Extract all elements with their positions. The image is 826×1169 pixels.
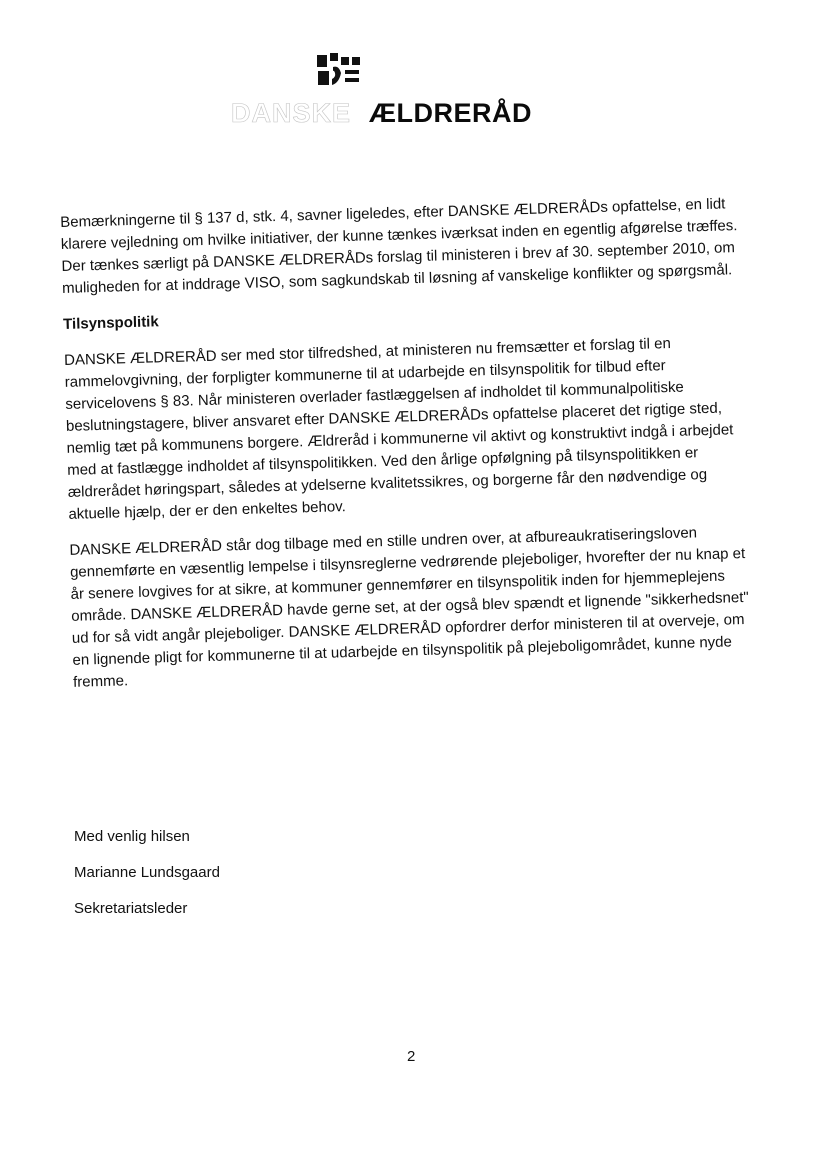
closing-greeting: Med venlig hilsen: [74, 828, 190, 845]
danske-aeldreraad-logo: [225, 50, 565, 140]
paragraph-tilsynspolitik: DANSKE ÆLDRERÅD ser med stor tilfredshed, at ministeren nu fremsætter et forslag til en rammelovgivning, der forpligter kommunerne til at udarbejde en tilsynspolitik for tilbud efter servicelovens § 83. Når ministeren overlader fastlæggelsen af indholdet til kommunalpolitiske beslutningstagere, bliver ansvaret efter DANSKE ÆLDRERÅDs opfattelse placeret det rigtige sted, nemlig tæt på kommunens borgere. Ældreråd i kommunerne vil aktivt og konstruktivt indgå i arbejdet med at fastlægge indholdet af tilsynspolitikken. Ved den årlige opfølgning på tilsynspolitikken er ældrerådet høringspart, således at ydelserne kvalitetssikres, og borgerne får den nødvendige og aktuelle hjælp, der er den enkeltes behov.: [63, 335, 734, 523]
signatory-name: Marianne Lundsgaard: [74, 864, 220, 881]
logo-word-aeldreraad: ÆLDRERÅD: [369, 98, 532, 128]
paragraph-undren: DANSKE ÆLDRERÅD står dog tilbage med en stille undren over, at afbureaukratiseringsloven gennemførte en væsentlig lempelse i tilsynsreglerne vedrørende plejeboliger, hvorefter der nu knap et år senere lovgives for at sikre, at kommuner gennemfører en tilsynspolitik inden for hjemmeplejens område. DANSKE ÆLDRERÅD havde gerne set, at der også blev spændt et lignende "sikkerhedsnet" ud for så vidt angår plejeboliger. DANSKE ÆLDRERÅD opfordrer derfor ministeren til at overveje, om en lignende pligt for kommunerne til at udarbejde en tilsynspolitik på plejeboligområdet, kunne nyde fremme.: [69, 524, 749, 691]
letter-closing: [74, 826, 474, 934]
section-heading-tilsynspolitik: Tilsynspolitik: [62, 313, 159, 333]
signatory-title: Sekretariatsleder: [74, 900, 188, 917]
page-number: 2: [407, 1048, 416, 1065]
logo-wordmark: [225, 92, 565, 138]
letter-body: [60, 193, 754, 708]
paragraph-bemaerkninger: Bemærkningerne til § 137 d, stk. 4, savner ligeledes, efter DANSKE ÆLDRERÅDs opfattelse, en lidt klarere vejledning om hvilke initiativer, der kunne tænkes iværksat inden en egentlig afgørelse træffes. Der tænkes særligt på DANSKE ÆLDRERÅDs forslag til ministeren i brev af 30. september 2010, om muligheden for at inddrage VISO, som sagkundskab til løsning af vanskelige konflikter og spørgsmål.: [60, 195, 738, 297]
logo-word-danske: DANSKE: [231, 98, 352, 128]
logo-mark-icon: [315, 53, 363, 89]
